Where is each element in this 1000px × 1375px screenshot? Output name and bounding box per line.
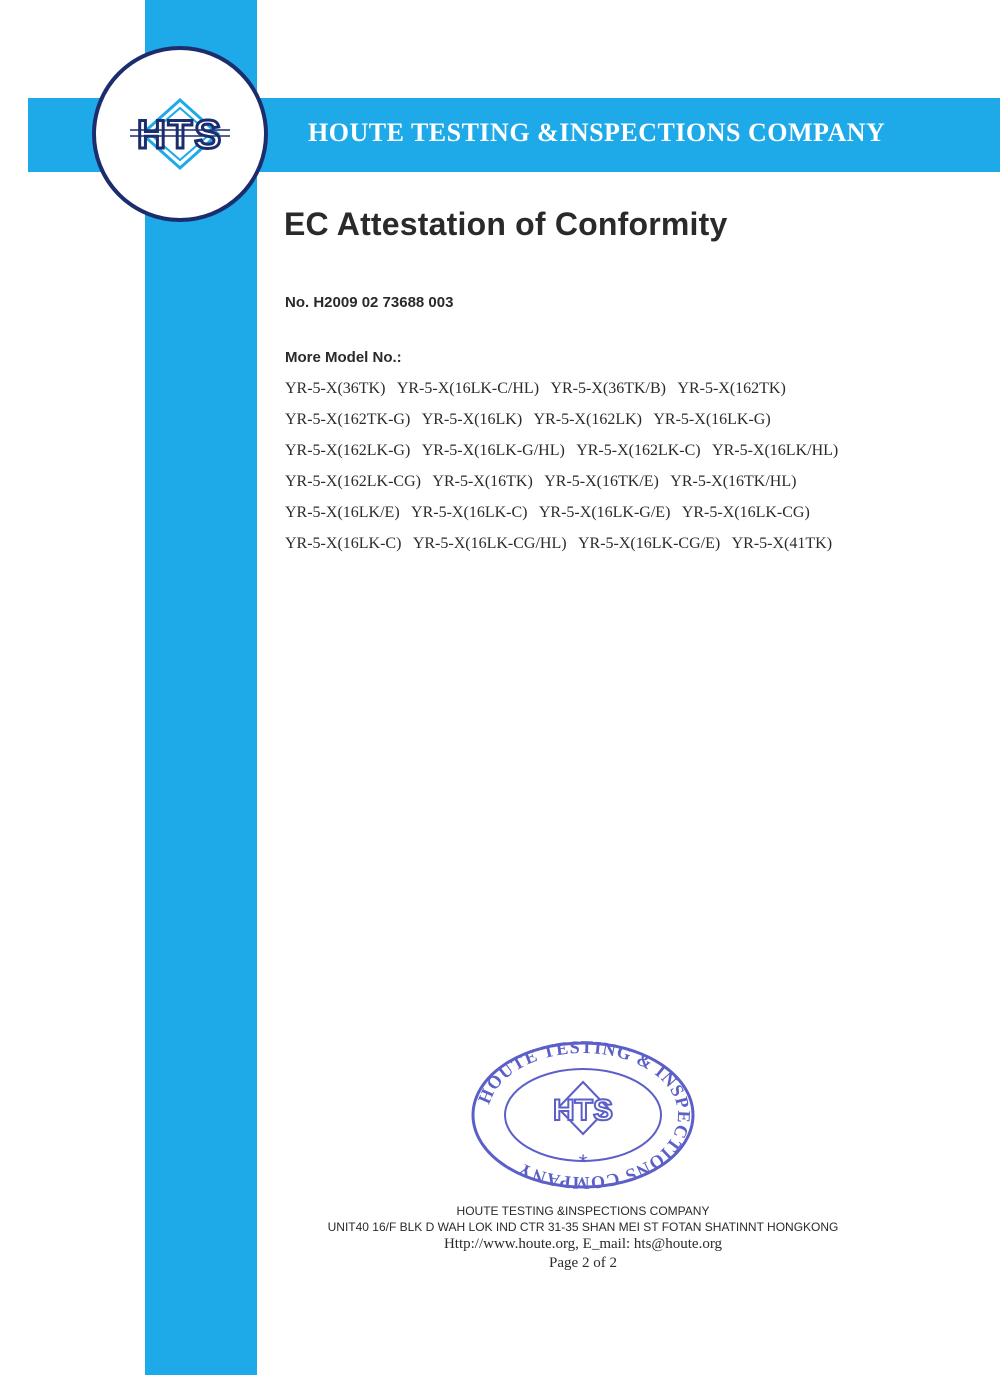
footer-company: HOUTE TESTING &INSPECTIONS COMPANY [456, 1204, 710, 1218]
footer-contact: Http://www.houte.org, E_mail: hts@houte.org [443, 1236, 723, 1252]
stamp-ring-text: HOUTE TESTING & INSPECTIONS COMPANY [473, 1040, 695, 1190]
hts-logo-graphic [96, 50, 264, 218]
model-number: YR-5-X(41TK) [731, 535, 833, 552]
model-number: YR-5-X(16TK/E) [544, 473, 659, 490]
model-number: YR-5-X(162LK-CG) [285, 473, 421, 490]
model-number: YR-5-X(16TK) [432, 473, 533, 490]
model-list [285, 378, 925, 564]
footer-address: UNIT40 16/F BLK D WAH LOK IND CTR 31-35 SHAN MEI ST FOTAN SHATINNT HONGKONG [327, 1220, 839, 1234]
model-number: YR-5-X(162LK-C) [576, 442, 701, 459]
company-stamp [468, 1040, 698, 1190]
model-number: YR-5-X(16LK-C/HL) [396, 380, 540, 397]
model-number: YR-5-X(16LK-G) [653, 411, 771, 428]
model-row [285, 440, 925, 471]
model-number: YR-5-X(162LK) [533, 411, 642, 428]
stamp-star: * [578, 1150, 588, 1175]
page-number: Page 2 of 2 [549, 1255, 617, 1271]
model-number: YR-5-X(162TK-G) [285, 411, 411, 428]
model-row [285, 471, 925, 502]
logo-text: HTS [137, 113, 223, 157]
model-number: YR-5-X(16LK-CG) [681, 504, 810, 521]
document-title: EC Attestation of Conformity [284, 206, 728, 242]
stamp-center-text: HTS [553, 1094, 613, 1127]
model-number: YR-5-X(36TK/B) [550, 380, 666, 397]
model-row [285, 409, 925, 440]
model-number: YR-5-X(16LK/HL) [712, 442, 839, 459]
model-number: YR-5-X(162TK) [677, 380, 786, 397]
company-title: HOUTE TESTING &INSPECTIONS COMPANY [308, 118, 886, 147]
model-number: YR-5-X(16LK-C) [411, 504, 528, 521]
models-label: More Model No.: [285, 349, 402, 366]
model-row [285, 533, 925, 564]
model-number: YR-5-X(16LK-CG/HL) [412, 535, 567, 552]
model-number: YR-5-X(16LK-G/HL) [421, 442, 565, 459]
model-number: YR-5-X(162LK-G) [285, 442, 411, 459]
model-number: YR-5-X(16LK-G/E) [538, 504, 671, 521]
model-number: YR-5-X(16LK) [421, 411, 523, 428]
model-row [285, 378, 925, 409]
model-number: YR-5-X(16LK/E) [285, 504, 400, 521]
model-number: YR-5-X(36TK) [285, 380, 386, 397]
model-number: YR-5-X(16TK/HL) [670, 473, 797, 490]
hts-logo [92, 46, 268, 222]
model-row [285, 502, 925, 533]
model-number: YR-5-X(16LK-C) [285, 535, 402, 552]
footer [280, 1203, 886, 1273]
model-number: YR-5-X(16LK-CG/E) [577, 535, 721, 552]
document-number: No. H2009 02 73688 003 [285, 294, 454, 311]
